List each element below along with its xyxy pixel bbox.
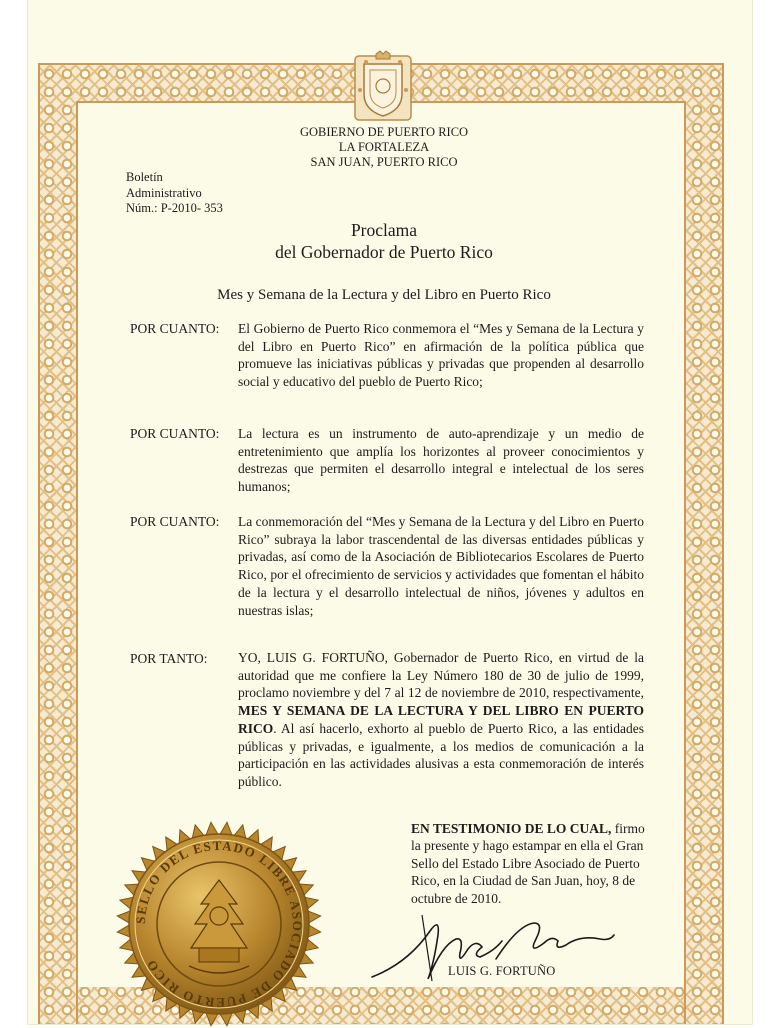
title-line-1: Proclama [350, 220, 418, 240]
clause-label-2: POR CUANTO: [130, 426, 220, 441]
clause-label-3: POR CUANTO: [130, 514, 220, 529]
bulletin-number: Núm.: P-2010- 353 [126, 201, 223, 215]
seal-inscription: SELLO DEL ESTADO LIBRE ASOCIADO DE PUERTO RICO [132, 837, 306, 1011]
attestation-text: firmo la presente y hago estampar en ella el Gran Sello del Estado Libre Asociado de Puerto Rico, en la Ciudad de San Juan, hoy, 8 de octubre de 2010. [411, 821, 645, 906]
clause-label-1: POR CUANTO: [130, 321, 220, 336]
bulletin-reference [126, 170, 223, 217]
title-line-2: del Gobernador de Puerto Rico [275, 242, 493, 262]
clause-4-text-end: . Al así hacerlo, exhorto al pueblo de Puerto Rico, a las entidades públicas y privadas, e igualmente, a los medios de comunicación a la participación en las actividades alusivas a esta conmemoración de interés público. [238, 720, 644, 789]
clause-text-1: El Gobierno de Puerto Rico conmemora el “Mes y Semana de la Lectura y del Libro en Puerto Rico” en afirmación de la política pública que promueve las iniciativas públicas y privadas que propenden al desarrollo social y educativo del pueblo de Puerto Rico; [238, 321, 644, 390]
clause-text-3: La conmemoración del “Mes y Semana de la Lectura y del Libro en Puerto Rico” subraya la labor trascendental de las diversas entidades públicas y privadas, así como de la Asociación de Bibliotecarios Escolares de Puerto Rico, por el ofrecimiento de servicios y actividades que fomentan el hábito de la lectura y el desarrollo intelectual de niños, jóvenes y adultos en nuestras islas; [238, 514, 644, 618]
clause-4-text-start: YO, LUIS G. FORTUÑO, Gobernador de Puerto Rico, en virtud de la autoridad que me confiere la Ley Número 180 de 30 de julio de 1999, proclamo noviembre y del 7 al 12 de noviembre de 2010, respectivamente, [238, 650, 644, 701]
letterhead [230, 125, 538, 170]
attestation-heading: EN TESTIMONIO DE LO CUAL, [411, 821, 612, 836]
governor-signature [368, 905, 618, 995]
letterhead-line-1: GOBIERNO DE PUERTO RICO [299, 125, 469, 139]
attestation [411, 820, 656, 907]
proclamation-title [200, 219, 568, 263]
proclamation-subject: Mes y Semana de la Lectura y del Libro en Puerto Rico [217, 287, 551, 303]
clause-text-2: La lectura es un instrumento de auto-aprendizaje y un medio de entretenimiento que amplía los horizontes al proveer conocimientos y destrezas que permiten el desarrollo integral e intelectual de los seres humanos; [238, 426, 644, 495]
clause-4-proclaimed-name: MES Y SEMANA DE LA LECTURA Y DEL LIBRO EN PUERTO RICO [238, 703, 644, 736]
clause-label-4: POR TANTO: [130, 651, 208, 666]
gold-seal-icon [115, 820, 323, 1028]
coat-of-arms-icon [352, 50, 414, 124]
bulletin-line-1: Boletín [126, 170, 163, 184]
letterhead-line-2: LA FORTALEZA [338, 140, 430, 154]
bulletin-line-2: Administrativo [126, 185, 202, 200]
signer-name: LUIS G. FORTUÑO [448, 964, 556, 978]
letterhead-line-3: SAN JUAN, PUERTO RICO [310, 155, 458, 169]
clause-text-4 [238, 649, 644, 791]
